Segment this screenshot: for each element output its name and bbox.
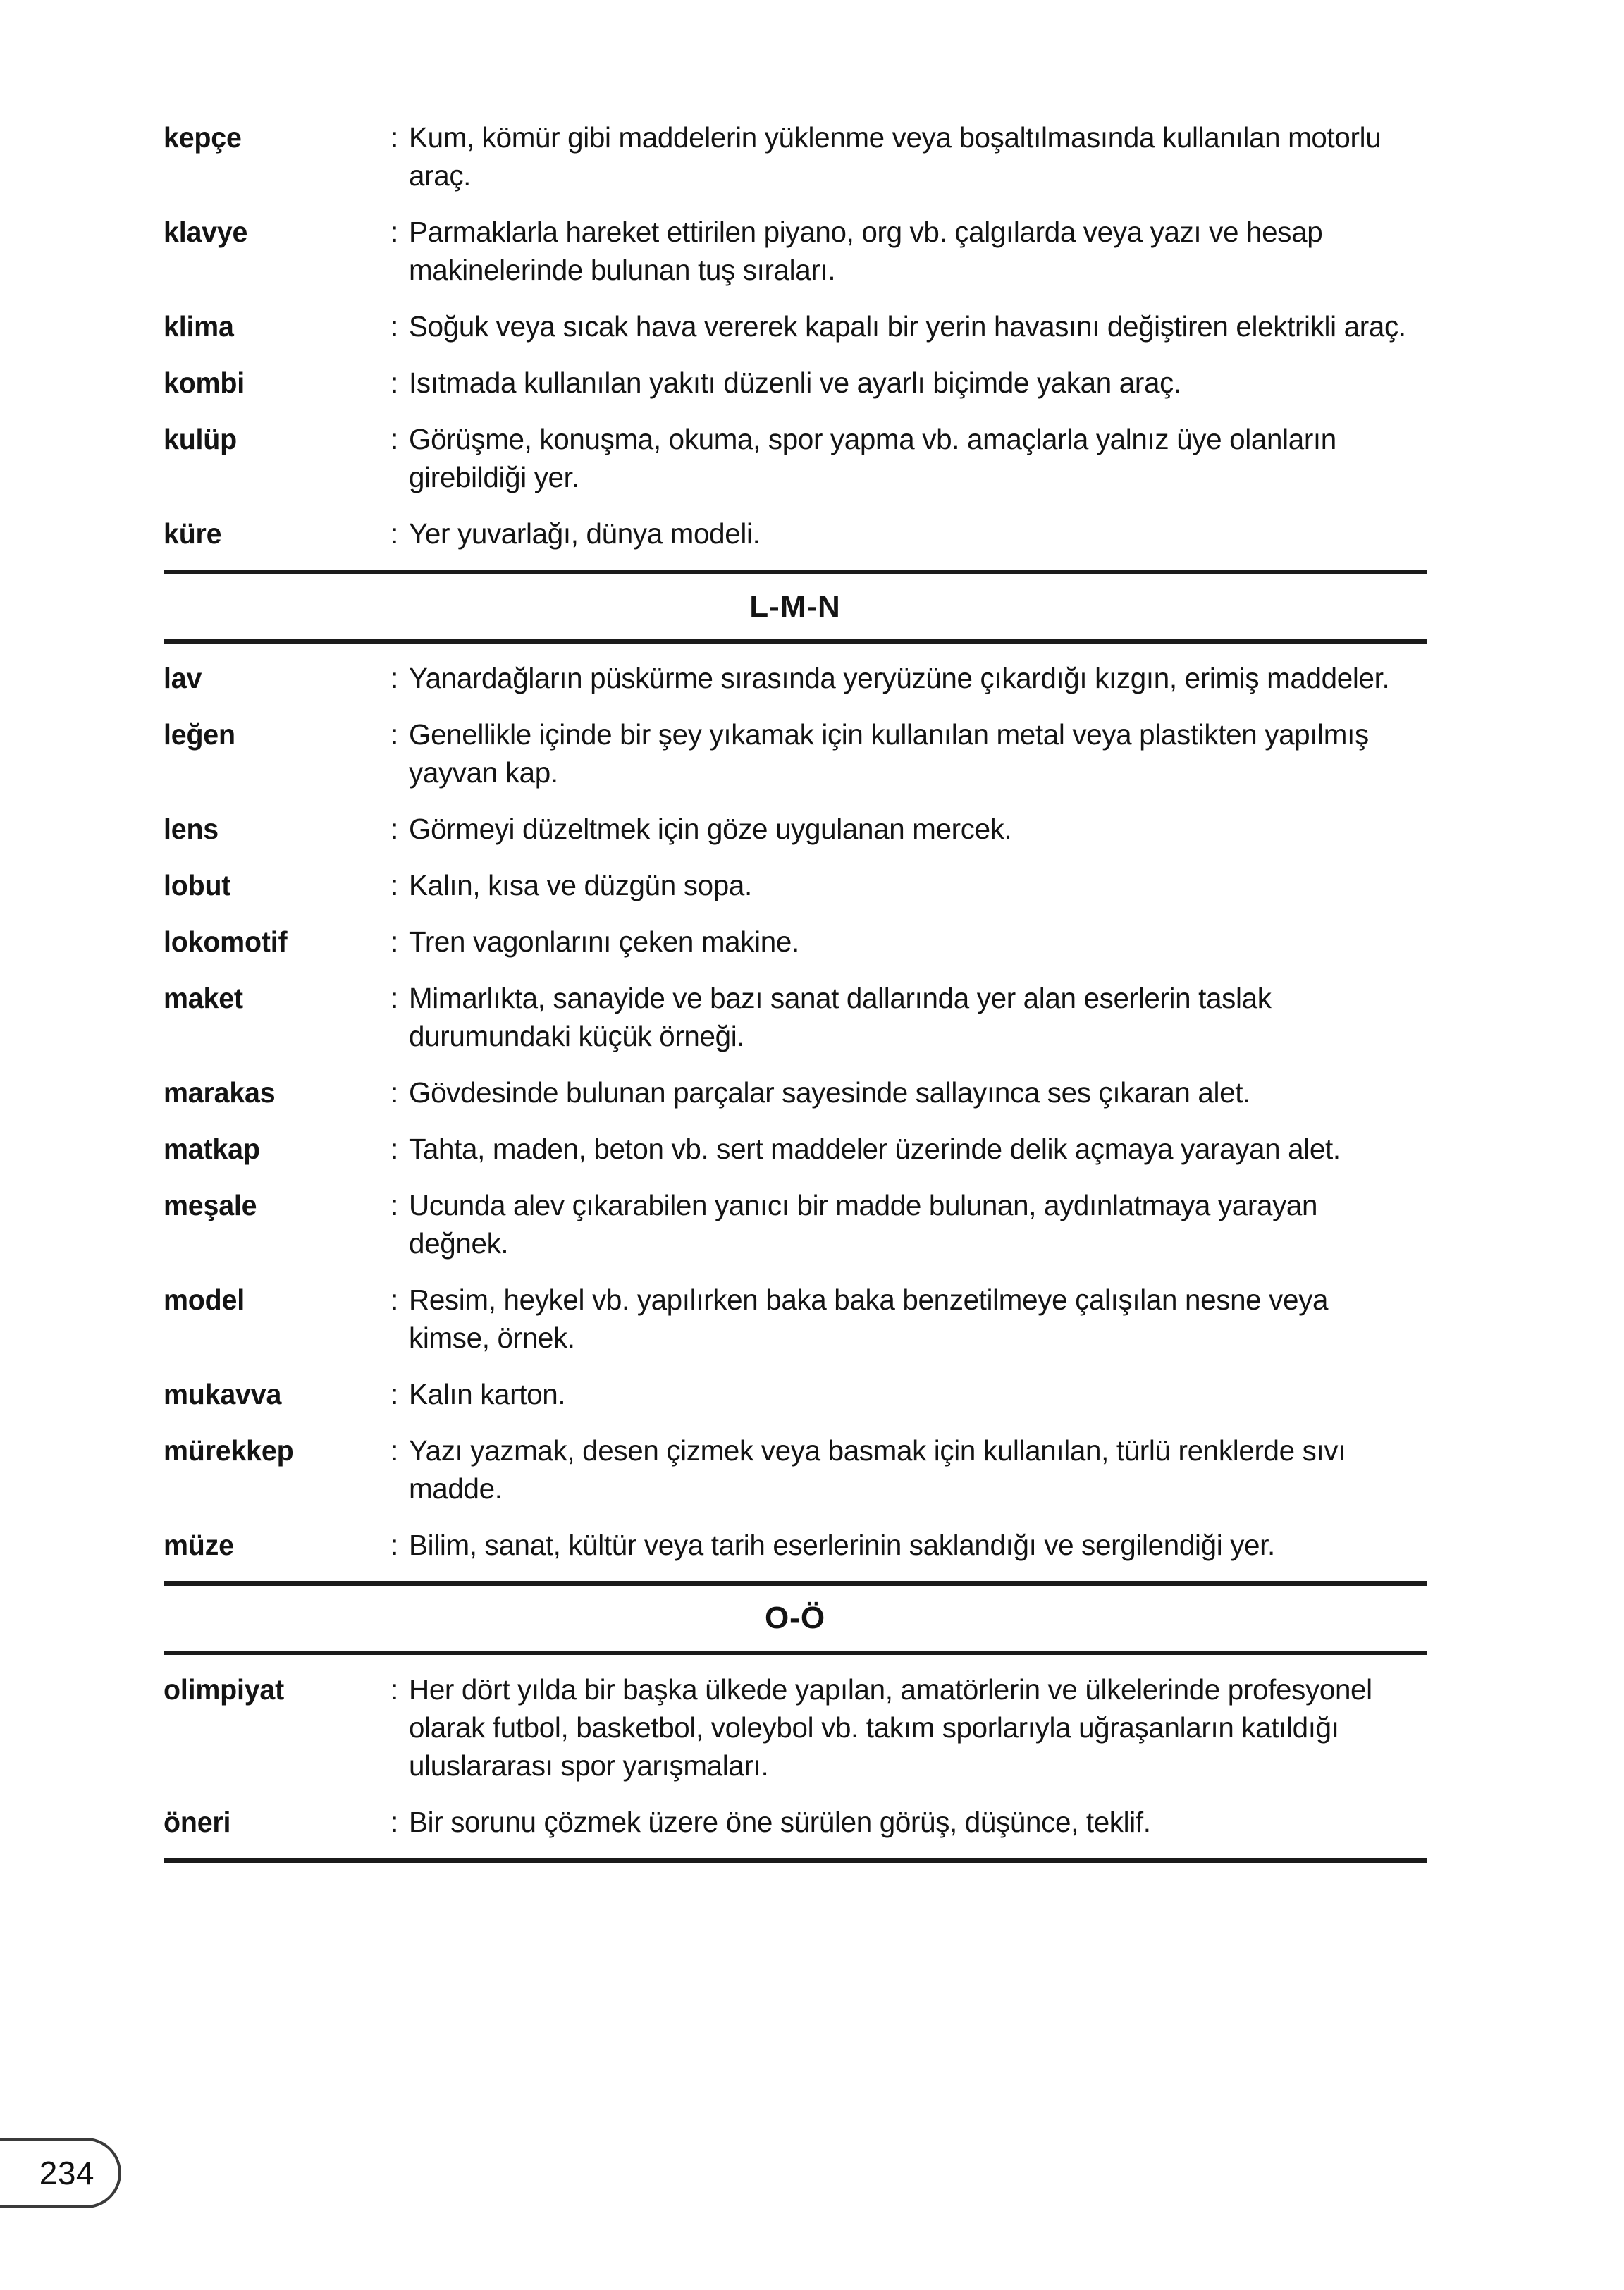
entry-definition: Resim, heykel vb. yapılırken baka baka benzetilmeye çalışılan nesne veya kimse, örnek. (409, 1283, 1329, 1354)
glossary-entry (164, 1375, 1427, 1413)
glossary-entry (164, 659, 1427, 697)
section-band-oo (164, 1581, 1427, 1655)
page-number-text: 234 (39, 2155, 94, 2191)
entry-definition: Yazı yazmak, desen çizmek veya basmak için kullanılan, türlü renklerde sıvı madde. (409, 1434, 1346, 1505)
glossary-group-k (164, 118, 1427, 553)
entry-headword: klavye (164, 216, 248, 248)
glossary-entry (164, 420, 1427, 496)
entry-headword: kepçe (164, 121, 242, 154)
entry-colon: : (390, 1076, 399, 1109)
spacer (164, 1655, 1427, 1670)
entry-colon: : (390, 423, 399, 455)
entry-definition: Yanardağların püskürme sırasında yeryüzüne çıkardığı kızgın, erimiş maddeler. (409, 662, 1390, 694)
entry-definition: Bir sorunu çözmek üzere öne sürülen görüş, düşünce, teklif. (409, 1806, 1151, 1838)
entry-definition: Ucunda alev çıkarabilen yanıcı bir madde bulunan, aydınlatmaya yarayan değnek. (409, 1189, 1318, 1260)
entry-definition: Genellikle içinde bir şey yıkamak için kullanılan metal veya plastikten yapılmış yayvan kap. (409, 718, 1369, 789)
entry-headword: küre (164, 517, 222, 550)
entry-definition: Kalın, kısa ve düzgün sopa. (409, 869, 752, 901)
entry-definition: Her dört yılda bir başka ülkede yapılan, amatörlerin ve ülkelerinde profesyonel olarak futbol, basketbol, voleybol vb. takım sporlarıyla uğraşanların katıldığı uluslararası spor yarışmaları. (409, 1673, 1372, 1782)
spacer (164, 1841, 1427, 1858)
entry-colon: : (390, 1283, 399, 1316)
glossary-entry (164, 1281, 1427, 1357)
section-rule-top (164, 1581, 1427, 1586)
entry-colon: : (390, 925, 399, 958)
glossary-group-lmn (164, 659, 1427, 1564)
entry-headword: klima (164, 310, 234, 343)
section-header-letters: L-M-N (749, 589, 841, 624)
entry-colon: : (390, 1434, 399, 1467)
entry-headword: lens (164, 813, 219, 845)
glossary-entry (164, 515, 1427, 553)
entry-colon: : (390, 1189, 399, 1221)
glossary-closing-rule (164, 1858, 1427, 1863)
entry-definition: Yer yuvarlağı, dünya modeli. (409, 517, 761, 550)
section-header-row (164, 1586, 1427, 1651)
entry-headword: leğen (164, 718, 235, 751)
entry-colon: : (390, 813, 399, 845)
entry-colon: : (390, 718, 399, 751)
entry-colon: : (390, 310, 399, 343)
entry-definition: Soğuk veya sıcak hava vererek kapalı bir yerin havasını değiştiren elektrikli araç. (409, 310, 1406, 343)
entry-colon: : (390, 1378, 399, 1410)
glossary-list (164, 118, 1427, 1863)
section-band-lmn (164, 570, 1427, 644)
entry-colon: : (390, 1673, 399, 1706)
entry-colon: : (390, 367, 399, 399)
entry-headword: kulüp (164, 423, 237, 455)
glossary-entry (164, 866, 1427, 904)
entry-colon: : (390, 1806, 399, 1838)
glossary-group-oo (164, 1670, 1427, 1841)
glossary-entry (164, 1526, 1427, 1564)
entry-colon: : (390, 1133, 399, 1165)
spacer (164, 644, 1427, 659)
entry-headword: lav (164, 662, 202, 694)
glossary-entry (164, 1186, 1427, 1262)
entry-definition: Kalın karton. (409, 1378, 566, 1410)
section-rule-top (164, 570, 1427, 574)
glossary-entry (164, 364, 1427, 402)
entry-headword: kombi (164, 367, 245, 399)
entry-definition: Isıtmada kullanılan yakıtı düzenli ve ayarlı biçimde yakan araç. (409, 367, 1181, 399)
glossary-entry (164, 1130, 1427, 1168)
glossary-entry (164, 810, 1427, 848)
entry-headword: mukavva (164, 1378, 282, 1410)
spacer (164, 1564, 1427, 1581)
entry-headword: lokomotif (164, 925, 288, 958)
entry-headword: öneri (164, 1806, 231, 1838)
glossary-entry (164, 118, 1427, 195)
entry-definition: Tren vagonlarını çeken makine. (409, 925, 799, 958)
glossary-entry (164, 1803, 1427, 1841)
entry-headword: matkap (164, 1133, 260, 1165)
entry-headword: müze (164, 1529, 234, 1561)
glossary-entry (164, 1670, 1427, 1785)
glossary-entry (164, 923, 1427, 961)
entry-colon: : (390, 869, 399, 901)
entry-headword: olimpiyat (164, 1673, 285, 1706)
entry-colon: : (390, 1529, 399, 1561)
entry-colon: : (390, 517, 399, 550)
entry-definition: Görüşme, konuşma, okuma, spor yapma vb. amaçlarla yalnız üye olanların girebildiği yer. (409, 423, 1336, 493)
section-header-letters: O-Ö (764, 1601, 826, 1635)
entry-definition: Parmaklarla hareket ettirilen piyano, org vb. çalgılarda veya yazı ve hesap makinelerinde bulunan tuş sıraları. (409, 216, 1323, 286)
entry-definition: Kum, kömür gibi maddelerin yüklenme veya boşaltılmasında kullanılan motorlu araç. (409, 121, 1382, 192)
entry-headword: meşale (164, 1189, 257, 1221)
glossary-entry (164, 307, 1427, 345)
section-header-row (164, 574, 1427, 639)
glossary-entry (164, 715, 1427, 792)
entry-headword: mürekkep (164, 1434, 294, 1467)
entry-colon: : (390, 982, 399, 1014)
entry-colon: : (390, 662, 399, 694)
page-number-badge (0, 2138, 121, 2208)
glossary-entry (164, 1432, 1427, 1508)
entry-headword: marakas (164, 1076, 276, 1109)
entry-definition: Görmeyi düzeltmek için göze uygulanan mercek. (409, 813, 1012, 845)
entry-headword: maket (164, 982, 243, 1014)
glossary-entry (164, 979, 1427, 1055)
entry-definition: Gövdesinde bulunan parçalar sayesinde sallayınca ses çıkaran alet. (409, 1076, 1251, 1109)
spacer (164, 553, 1427, 570)
entry-colon: : (390, 216, 399, 248)
glossary-entry (164, 213, 1427, 289)
entry-definition: Bilim, sanat, kültür veya tarih eserlerinin saklandığı ve sergilendiği yer. (409, 1529, 1275, 1561)
entry-colon: : (390, 121, 399, 154)
entry-headword: model (164, 1283, 245, 1316)
glossary-entry (164, 1073, 1427, 1112)
entry-definition: Tahta, maden, beton vb. sert maddeler üzerinde delik açmaya yarayan alet. (409, 1133, 1341, 1165)
entry-definition: Mimarlıkta, sanayide ve bazı sanat dallarında yer alan eserlerin taslak durumundaki küçük örneği. (409, 982, 1272, 1052)
entry-headword: lobut (164, 869, 231, 901)
